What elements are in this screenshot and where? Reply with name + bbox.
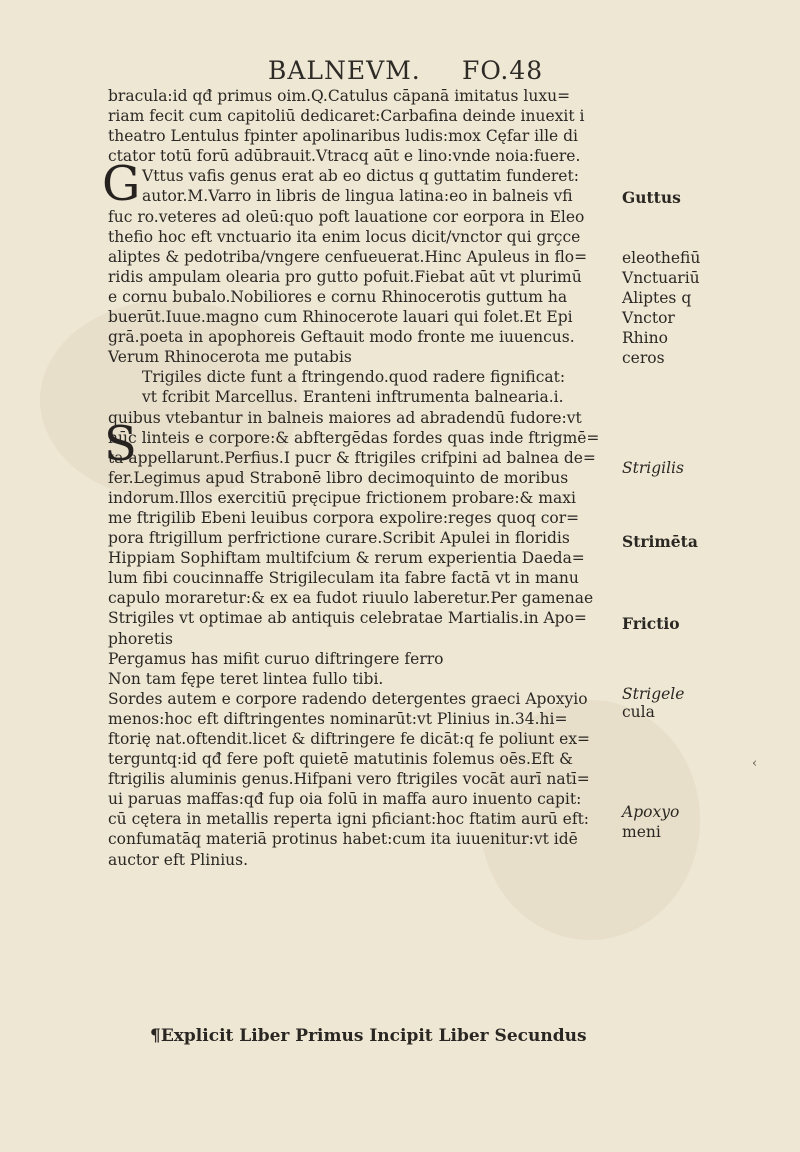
text-line: ftorię nat.oftendit.licet & diftringere fe dicāt:q fe poliunt ex=	[108, 730, 591, 748]
stray-mark: ‹	[752, 756, 758, 771]
margin-note: meni	[622, 823, 661, 841]
folio-number: FO.48	[462, 56, 544, 85]
text-line: confumatāq materiā protinus habet:cum ita iuuenitur:vt idē	[108, 830, 578, 849]
margin-note: Apoxyo	[622, 803, 680, 821]
margin-notes	[0, 86, 800, 986]
verse-line: Non tam fępe teret lintea fullo tibi.	[108, 669, 384, 688]
text-line: Verum Rhinocerota me putabis	[108, 348, 352, 367]
text-line: ftrigilis aluminis genus.Hifpani vero ftrigiles vocāt aurī natī=	[108, 770, 590, 789]
text-line: indorum.Illos exercitiū pręcipue frictionem probare:& maxi	[108, 488, 576, 507]
text-line: Strigiles vt optimae ab antiquis celebratae Martialis.in Apo=	[108, 609, 587, 628]
margin-note: Vnctor	[622, 309, 675, 327]
text-line: phoretis	[108, 629, 173, 648]
text-line: menos:hoc eft diftringentes nominarūt:vt Plinius in.34.hi=	[108, 709, 568, 728]
text-line: buerūt.Iuue.magno cum Rhinocerote lauari qui folet.Et Epi	[108, 308, 573, 327]
margin-note: Strigele	[622, 685, 685, 703]
text-line: grā.poeta in apophoreis Geftauit modo fronte me iuuencus.	[108, 328, 575, 347]
page-header	[0, 56, 800, 88]
drop-cap-s: S	[104, 416, 137, 472]
paragraph-mark-icon: ¶	[150, 1026, 161, 1046]
drop-cap-g: G	[102, 156, 141, 212]
text-line: nūc linteis e corpore:& abftergēdas fordes quas inde ftrigmē=	[108, 428, 600, 447]
text-line: ridis ampulam olearia pro gutto pofuit.Fiebat aūt vt plurimū	[108, 267, 582, 286]
verse-line: Pergamus has mifit curuo diftringere ferro	[108, 649, 444, 668]
explicit-text: Explicit Liber Primus Incipit Liber Secundus	[160, 1026, 587, 1046]
text-line: capulo moraretur:& ex ea fudot riuulo laberetur.Per gamenae	[108, 589, 594, 608]
margin-note: ceros	[622, 349, 665, 367]
text-line: bracula:id qđ primus oim.Q.Catulus cāpanā imitatus luxu=	[108, 87, 571, 105]
text-line: Hippiam Sophiftam multifcium & rerum experientia Daeda=	[108, 549, 585, 568]
margin-note: Strigilis	[622, 459, 684, 477]
text-line: me ftrigilib Ebeni leuibus corpora expolire:reges quoq cor=	[108, 508, 580, 527]
margin-note: eleothefiū	[622, 249, 701, 267]
margin-note: Rhino	[622, 329, 668, 347]
margin-note: Aliptes q	[622, 289, 692, 307]
explicit-line	[150, 1026, 587, 1046]
text-line: theatro Lentulus fpinter apolinaribus ludis:mox Cęfar ille di	[108, 127, 579, 146]
text-line: e cornu bubalo.Nobiliores e cornu Rhinocerotis guttum ha	[108, 287, 568, 306]
text-line: aliptes & pedotriba/vngere cenfueuerat.Hinc Apuleus in flo=	[108, 247, 588, 266]
running-title: BALNEVM.	[268, 56, 421, 85]
margin-note: cula	[622, 703, 655, 721]
text-line: terguntq:id qđ fere poft quietē matutinis folemus oēs.Eft &	[108, 750, 573, 769]
text-line: pora ftrigillum perfrictione curare.Scribit Apulei in floridis	[108, 529, 570, 548]
text-line: autor.M.Varro in libris de lingua latina:eo in balneis vfi	[142, 187, 573, 206]
text-line: thefio hoc eft vnctuario ita enim locus dicit/vnctor qui grçce	[108, 227, 581, 246]
text-line: ta appellarunt.Perfius.I pucr & ftrigiles crifpini ad balnea de=	[108, 448, 596, 467]
margin-note: Strimēta	[622, 532, 698, 551]
text-line: ctator totū forū adūbrauit.Vtracq aūt e lino:vnde noia:fuere.	[108, 147, 581, 166]
text-line: Trigiles dicte funt a ftringendo.quod radere fignificat:	[142, 368, 566, 387]
text-line: ui paruas maffas:qđ fup oia folū in maffa auro inuento capit:	[108, 790, 582, 809]
text-line: riam fecit cum capitoliū dedicaret:Carbafina deinde inuexit i	[108, 107, 585, 126]
text-line: fuc ro.veteres ad oleū:quo poft lauatione cor eorpora in Eleo	[108, 207, 585, 226]
text-line: auctor eft Plinius.	[108, 850, 249, 869]
text-line: Sordes autem e corpore radendo detergentes graeci Apoxyio	[108, 689, 588, 708]
margin-note: Frictio	[622, 614, 680, 633]
text-line: lum fibi coucinnaffe Strigileculam ita fabre factā vt in manu	[108, 569, 579, 588]
margin-note: Vnctuariū	[622, 269, 700, 287]
text-line: cū cętera in metallis reperta igni pficiant:hoc ftatim aurū eft:	[108, 810, 590, 829]
margin-note: Guttus	[622, 188, 681, 207]
text-line: vt fcribit Marcellus. Eranteni inftrumenta balnearia.i.	[142, 388, 564, 407]
text-line: quibus vtebantur in balneis maiores ad abradendū fudore:vt	[108, 408, 582, 427]
text-line: fer.Legimus apud Strabonē libro decimoquinto de moribus	[108, 468, 569, 487]
text-line: Vttus vafis genus erat ab eo dictus q guttatim funderet:	[142, 167, 579, 186]
